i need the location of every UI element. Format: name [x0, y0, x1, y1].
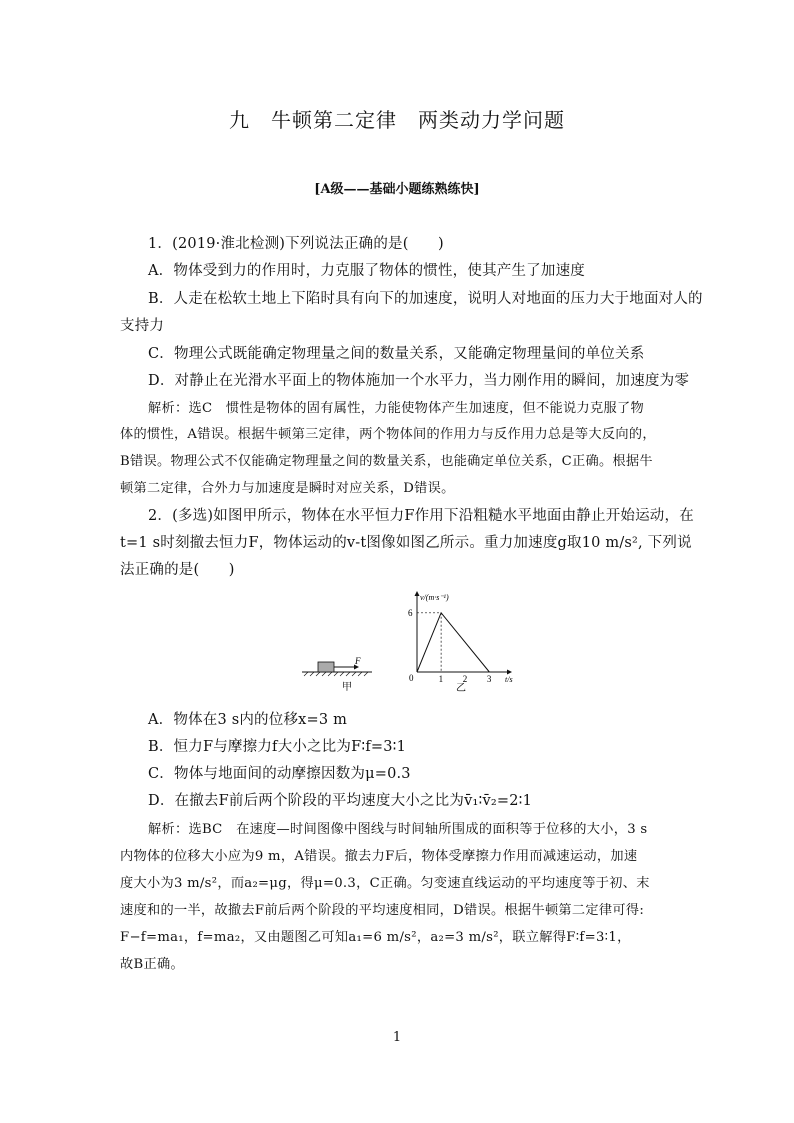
q1-option-c: C．物理公式既能确定物理量之间的数量关系，又能确定物理量间的单位关系	[148, 346, 645, 362]
figure-a-caption: 甲	[342, 682, 352, 693]
q2-option-b: B．恒力F与摩擦力f大小之比为F∶f=3∶1	[148, 739, 407, 755]
q2-stem-cont: t=1 s时刻撤去恒力F，物体运动的v-t图像如图乙所示。重力加速度g取10 m/s², 下列说	[120, 535, 692, 551]
q2-option-c: C．物体与地面间的动摩擦因数为μ=0.3	[148, 766, 411, 782]
velocity-line	[417, 613, 489, 672]
y-axis-label: v/(m·s⁻¹)	[420, 593, 449, 602]
y-axis-arrowhead	[415, 591, 420, 596]
x-axis-arrowhead	[507, 670, 512, 675]
force-label: F	[355, 656, 361, 666]
x-tick-label: 3	[486, 674, 492, 684]
x-axis-label: t/s	[505, 675, 513, 684]
ground-hatching	[304, 672, 368, 676]
q2-stem-cont: 法正确的是( )	[120, 562, 235, 578]
q2-analysis-line: 度大小为3 m/s²，而a₂=μg，得μ=0.3，C正确。匀变速直线运动的平均速度等于初、末	[120, 876, 650, 891]
q2-analysis-line: 速度和的一半，故撤去F前后两个阶段的平均速度相同，D错误。根据牛顿第二定律可得:	[120, 903, 645, 918]
figure-panel	[300, 588, 530, 700]
q1-analysis-line: 体的惯性，A错误。根据牛顿第三定律，两个物体间的作用力与反作用力总是等大反向的，	[120, 427, 656, 442]
page-number: 1	[392, 1030, 402, 1045]
q1-analysis-line: 顿第二定律，合外力与加速度是瞬时对应关系，D错误。	[120, 481, 455, 496]
q2-analysis-line: 解析：选BC 在速度—时间图像中图线与时间轴所围成的面积等于位移的大小，3 s	[148, 822, 648, 837]
q1-option-a: A．物体受到力的作用时，力克服了物体的惯性，使其产生了加速度	[148, 263, 585, 279]
q2-analysis-line: F−f=ma₁，f=ma₂，又由题图乙可知a₁=6 m/s²，a₂=3 m/s²，联立解得F∶f=3∶1，	[120, 930, 631, 945]
figure-a-block-diagram	[302, 656, 372, 693]
y-tick-label: 6	[408, 607, 413, 618]
page-title: 九 牛顿第二定律 两类动力学问题	[229, 108, 565, 132]
q1-option-b: B．人走在松软土地上下陷时具有向下的加速度，说明人对地面的压力大于地面对人的	[148, 291, 703, 307]
q1-stem: 1．(2019·淮北检测)下列说法正确的是( )	[148, 236, 444, 252]
q1-option-d: D．对静止在光滑水平面上的物体施加一个水平力，当力刚作用的瞬间，加速度为零	[148, 373, 690, 389]
section-level-heading: [A级——基础小题练熟练快]	[314, 182, 480, 197]
q2-analysis-line: 内物体的位移大小应为9 m，A错误。撤去力F后，物体受摩擦力作用而减速运动，加速	[120, 849, 638, 864]
q2-analysis-line: 故B正确。	[120, 957, 184, 972]
block	[318, 662, 334, 672]
q2-option-a: A．物体在3 s内的位移x=3 m	[148, 712, 348, 728]
x-tick-label: 2	[462, 674, 468, 684]
q1-option-b-cont: 支持力	[120, 318, 165, 334]
q2-option-d: D．在撤去F前后两个阶段的平均速度大小之比为v̄₁∶v̄₂=2∶1	[148, 793, 533, 809]
figure-b-caption: 乙	[456, 683, 466, 694]
x-tick-label: 1	[438, 674, 444, 684]
q2-stem: 2．(多选)如图甲所示，物体在水平恒力F作用下沿粗糙水平地面由静止开始运动，在	[148, 508, 694, 524]
q1-analysis-line: 解析：选C 惯性是物体的固有属性，力能使物体产生加速度，但不能说力克服了物	[148, 401, 644, 416]
q1-analysis-line: B错误。物理公式不仅能确定物理量之间的数量关系，也能确定单位关系，C正确。根据牛	[120, 454, 653, 469]
figure-b-vt-graph	[408, 591, 513, 694]
origin-label: 0	[409, 673, 414, 683]
